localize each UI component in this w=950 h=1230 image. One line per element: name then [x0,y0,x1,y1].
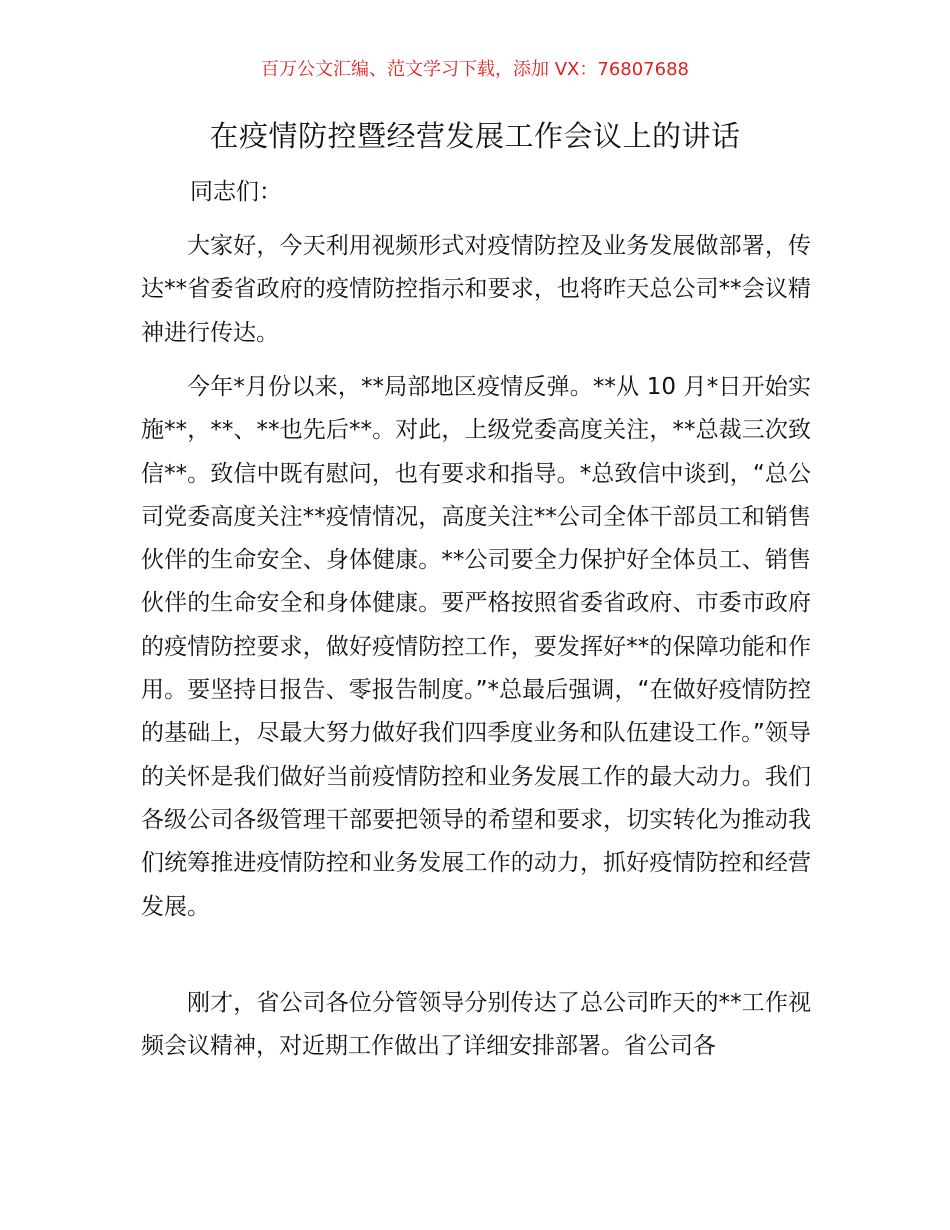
paragraph-text: 大家好，今天利用视频形式对疫情防控及业务发展做部署，传达**省委省政府的疫情防控指示和要求，也将昨天总公司**会议精神进行传达。 [141,233,811,346]
paragraph-2 [141,366,811,929]
paragraph-text: 刚才，省公司各位分管领导分别传达了总公司昨天的**工作视频会议精神，对近期工作做出了详细安排部署。省公司各 [141,990,811,1060]
header-banner: 百万公文汇编、范文学习下载，添加 VX：76807688 [261,59,689,80]
paragraph-text: 今年*月份以来，**局部地区疫情反弹。**从 10 月*日开始实施**，**、**也先后**。对此，上级党委高度关注，**总裁三次致信**。致信中既有慰问，也有要求和指导。*总致信中谈到，“总公司党委高度关注**疫情情况，高度关注**公司全体干部员工和销售伙伴的生命安全、身体健康。**公司要全力保护好全体员工、销售伙伴的生命安全和身体健康。要严格按照省委省政府、市委市政府的疫情防控要求，做好疫情防控工作，要发挥好**的保障功能和作用。要坚持日报告、零报告制度。”*总最后强调，“在做好疫情防控的基础上，尽最大努力做好我们四季度业务和队伍建设工作。”领导的关怀是我们做好当前疫情防控和业务发展工作的最大动力。我们各级公司各级管理干部要把领导的希望和要求，切实转化为推动我们统筹推进疫情防控和业务发展工作的动力，抓好疫情防控和经营发展。 [141,374,811,920]
salutation: 同志们： [190,179,282,205]
paragraph-3 [141,982,811,1069]
paragraph-1 [141,225,811,355]
page-title: 在疫情防控暨经营发展工作会议上的讲话 [209,119,741,153]
